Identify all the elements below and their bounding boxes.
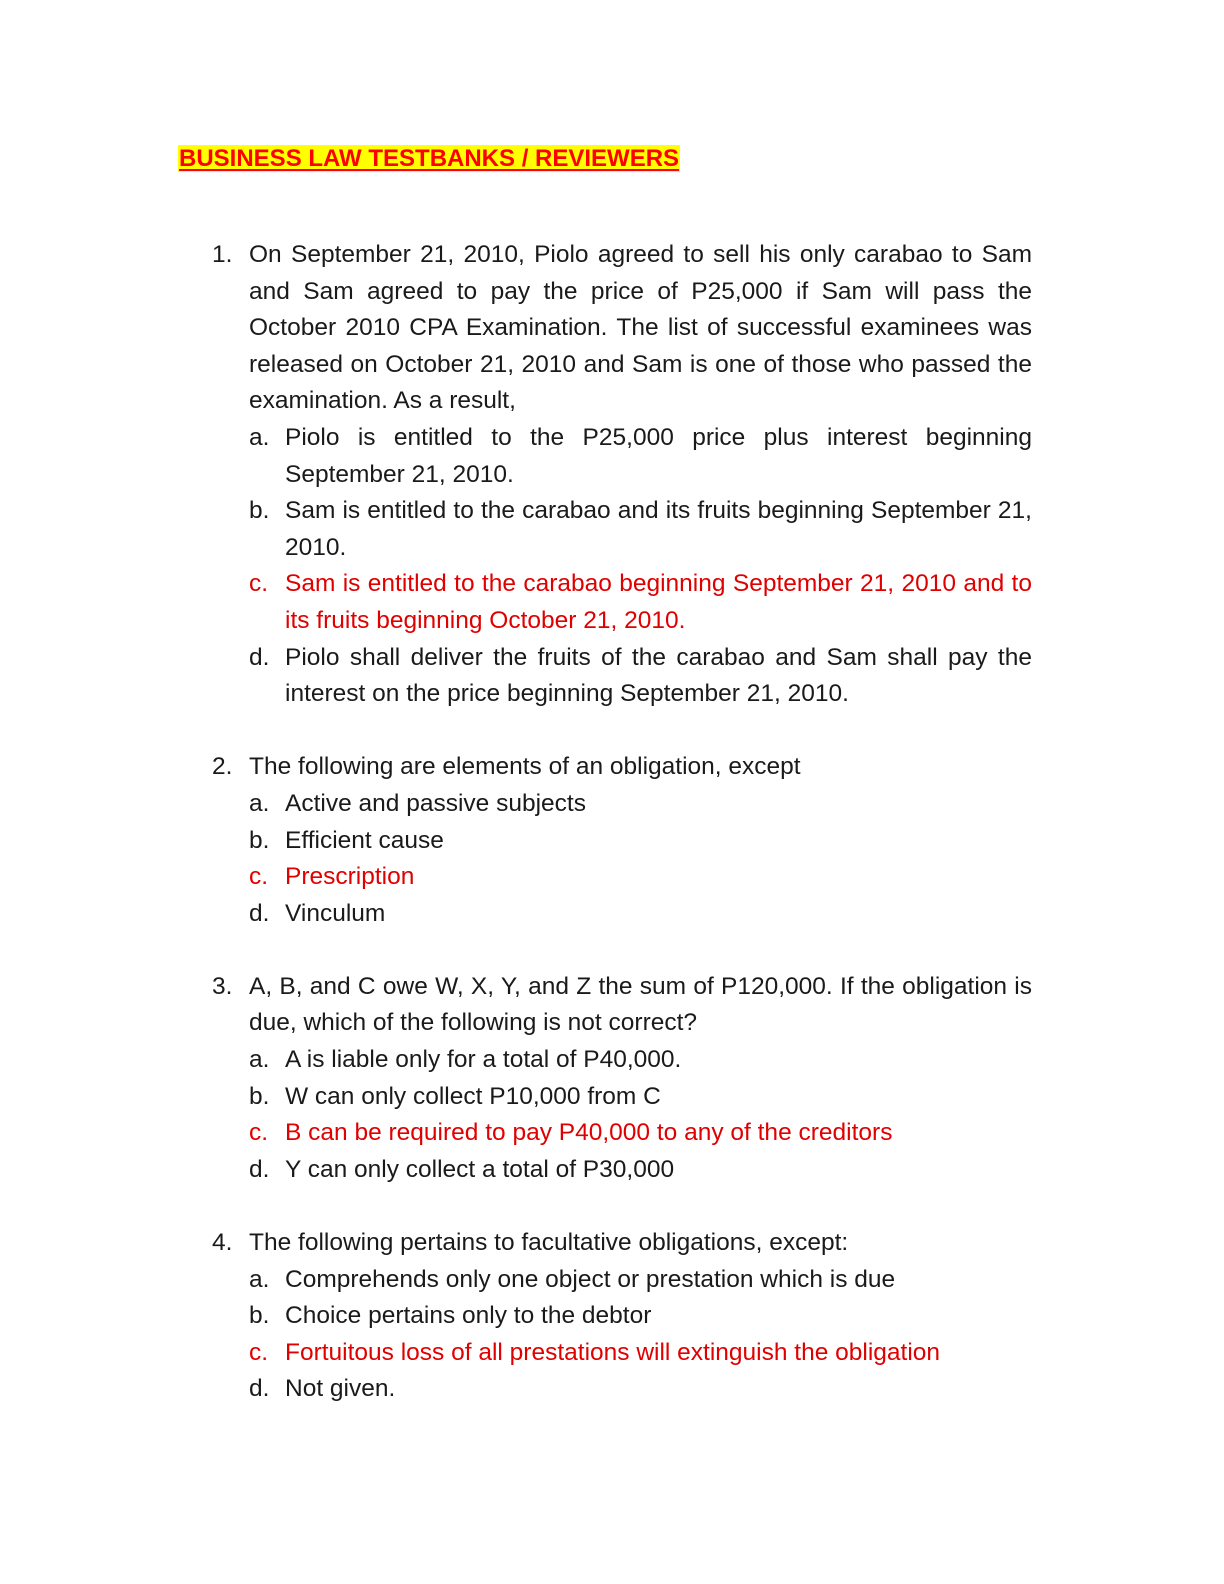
- option-a: [212, 420, 1032, 493]
- option-d: [212, 1152, 1032, 1189]
- question-text: The following are elements of an obligation, except: [249, 753, 801, 781]
- option-text: Efficient cause: [285, 826, 444, 854]
- option-letter: b.: [249, 1302, 270, 1330]
- question-stem: [212, 969, 1032, 1042]
- option-letter: d.: [249, 1155, 270, 1183]
- option-text: Sam is entitled to the carabao and its fruits beginning September 21, 2010.: [285, 497, 1032, 561]
- option-letter: d.: [249, 899, 270, 927]
- option-b: [212, 823, 1032, 860]
- question-text: The following pertains to facultative obligations, except:: [249, 1229, 849, 1257]
- option-c-correct-answer: [212, 1115, 1032, 1152]
- option-text: Choice pertains only to the debtor: [285, 1302, 652, 1330]
- option-text: Piolo shall deliver the fruits of the carabao and Sam shall pay the interest on the price beginning September 21, 2010.: [285, 643, 1032, 708]
- option-text: Comprehends only one object or prestation which is due: [285, 1265, 896, 1293]
- option-letter: c.: [249, 863, 269, 891]
- option-b: [212, 493, 1032, 566]
- question-text: On September 21, 2010, Piolo agreed to sell his only carabao to Sam and Sam agreed to pay the price of P25,000 if Sam will pass the October 2010 CPA Examination. The list of successful examinees was released on October 21, 2010 and Sam is one of those who passed the examination. As a result,: [249, 241, 1032, 415]
- option-letter: b.: [249, 497, 270, 525]
- option-a: [212, 786, 1032, 823]
- option-text: A is liable only for a total of P40,000.: [285, 1046, 682, 1074]
- option-text: Y can only collect a total of P30,000: [285, 1155, 675, 1183]
- option-c-correct-answer: [212, 566, 1032, 639]
- option-text: Active and passive subjects: [285, 789, 586, 817]
- option-a: [212, 1262, 1032, 1299]
- question-stem: [212, 1225, 1032, 1262]
- option-letter: a.: [249, 1265, 270, 1293]
- option-d: [212, 1371, 1032, 1408]
- option-d: [212, 896, 1032, 933]
- option-a: [212, 1042, 1032, 1079]
- option-text: Prescription: [285, 863, 415, 891]
- question-2: [212, 749, 1032, 932]
- question-number: 3.: [212, 972, 233, 1000]
- option-letter: b.: [249, 826, 270, 854]
- question-stem: [212, 237, 1032, 420]
- question-list: [212, 237, 1032, 1445]
- option-b: [212, 1079, 1032, 1116]
- question-number: 2.: [212, 753, 233, 781]
- option-text: Not given.: [285, 1375, 396, 1403]
- document-title: [178, 144, 680, 174]
- option-text: W can only collect P10,000 from C: [285, 1082, 661, 1110]
- question-3: [212, 969, 1032, 1189]
- option-letter: c.: [249, 1338, 269, 1366]
- option-text: B can be required to pay P40,000 to any of the creditors: [285, 1119, 893, 1147]
- question-number: 4.: [212, 1229, 233, 1257]
- option-d: [212, 640, 1032, 713]
- question-number: 1.: [212, 241, 233, 268]
- option-letter: c.: [249, 1119, 269, 1147]
- option-text: Vinculum: [285, 899, 386, 927]
- title-highlight: BUSINESS LAW TESTBANKS / REVIEWERS: [179, 145, 680, 172]
- option-c-correct-answer: [212, 859, 1032, 896]
- question-4: [212, 1225, 1032, 1408]
- option-letter: a.: [249, 789, 270, 817]
- option-b: [212, 1298, 1032, 1335]
- option-letter: a.: [249, 1046, 270, 1074]
- option-letter: b.: [249, 1082, 270, 1110]
- option-letter: c.: [249, 570, 269, 598]
- question-stem: [212, 749, 1032, 786]
- question-1: [212, 237, 1032, 713]
- option-text: Fortuitous loss of all prestations will extinguish the obligation: [285, 1338, 941, 1366]
- question-text: A, B, and C owe W, X, Y, and Z the sum of P120,000. If the obligation is due, which of the following is not correct?: [249, 972, 1032, 1037]
- option-letter: d.: [249, 643, 270, 671]
- option-letter: a.: [249, 423, 270, 451]
- option-text: Piolo is entitled to the P25,000 price plus interest beginning September 21, 2010.: [285, 423, 1032, 488]
- option-letter: d.: [249, 1375, 270, 1403]
- option-c-correct-answer: [212, 1335, 1032, 1372]
- option-text: Sam is entitled to the carabao beginning September 21, 2010 and to its fruits beginning October 21, 2010.: [285, 570, 1032, 634]
